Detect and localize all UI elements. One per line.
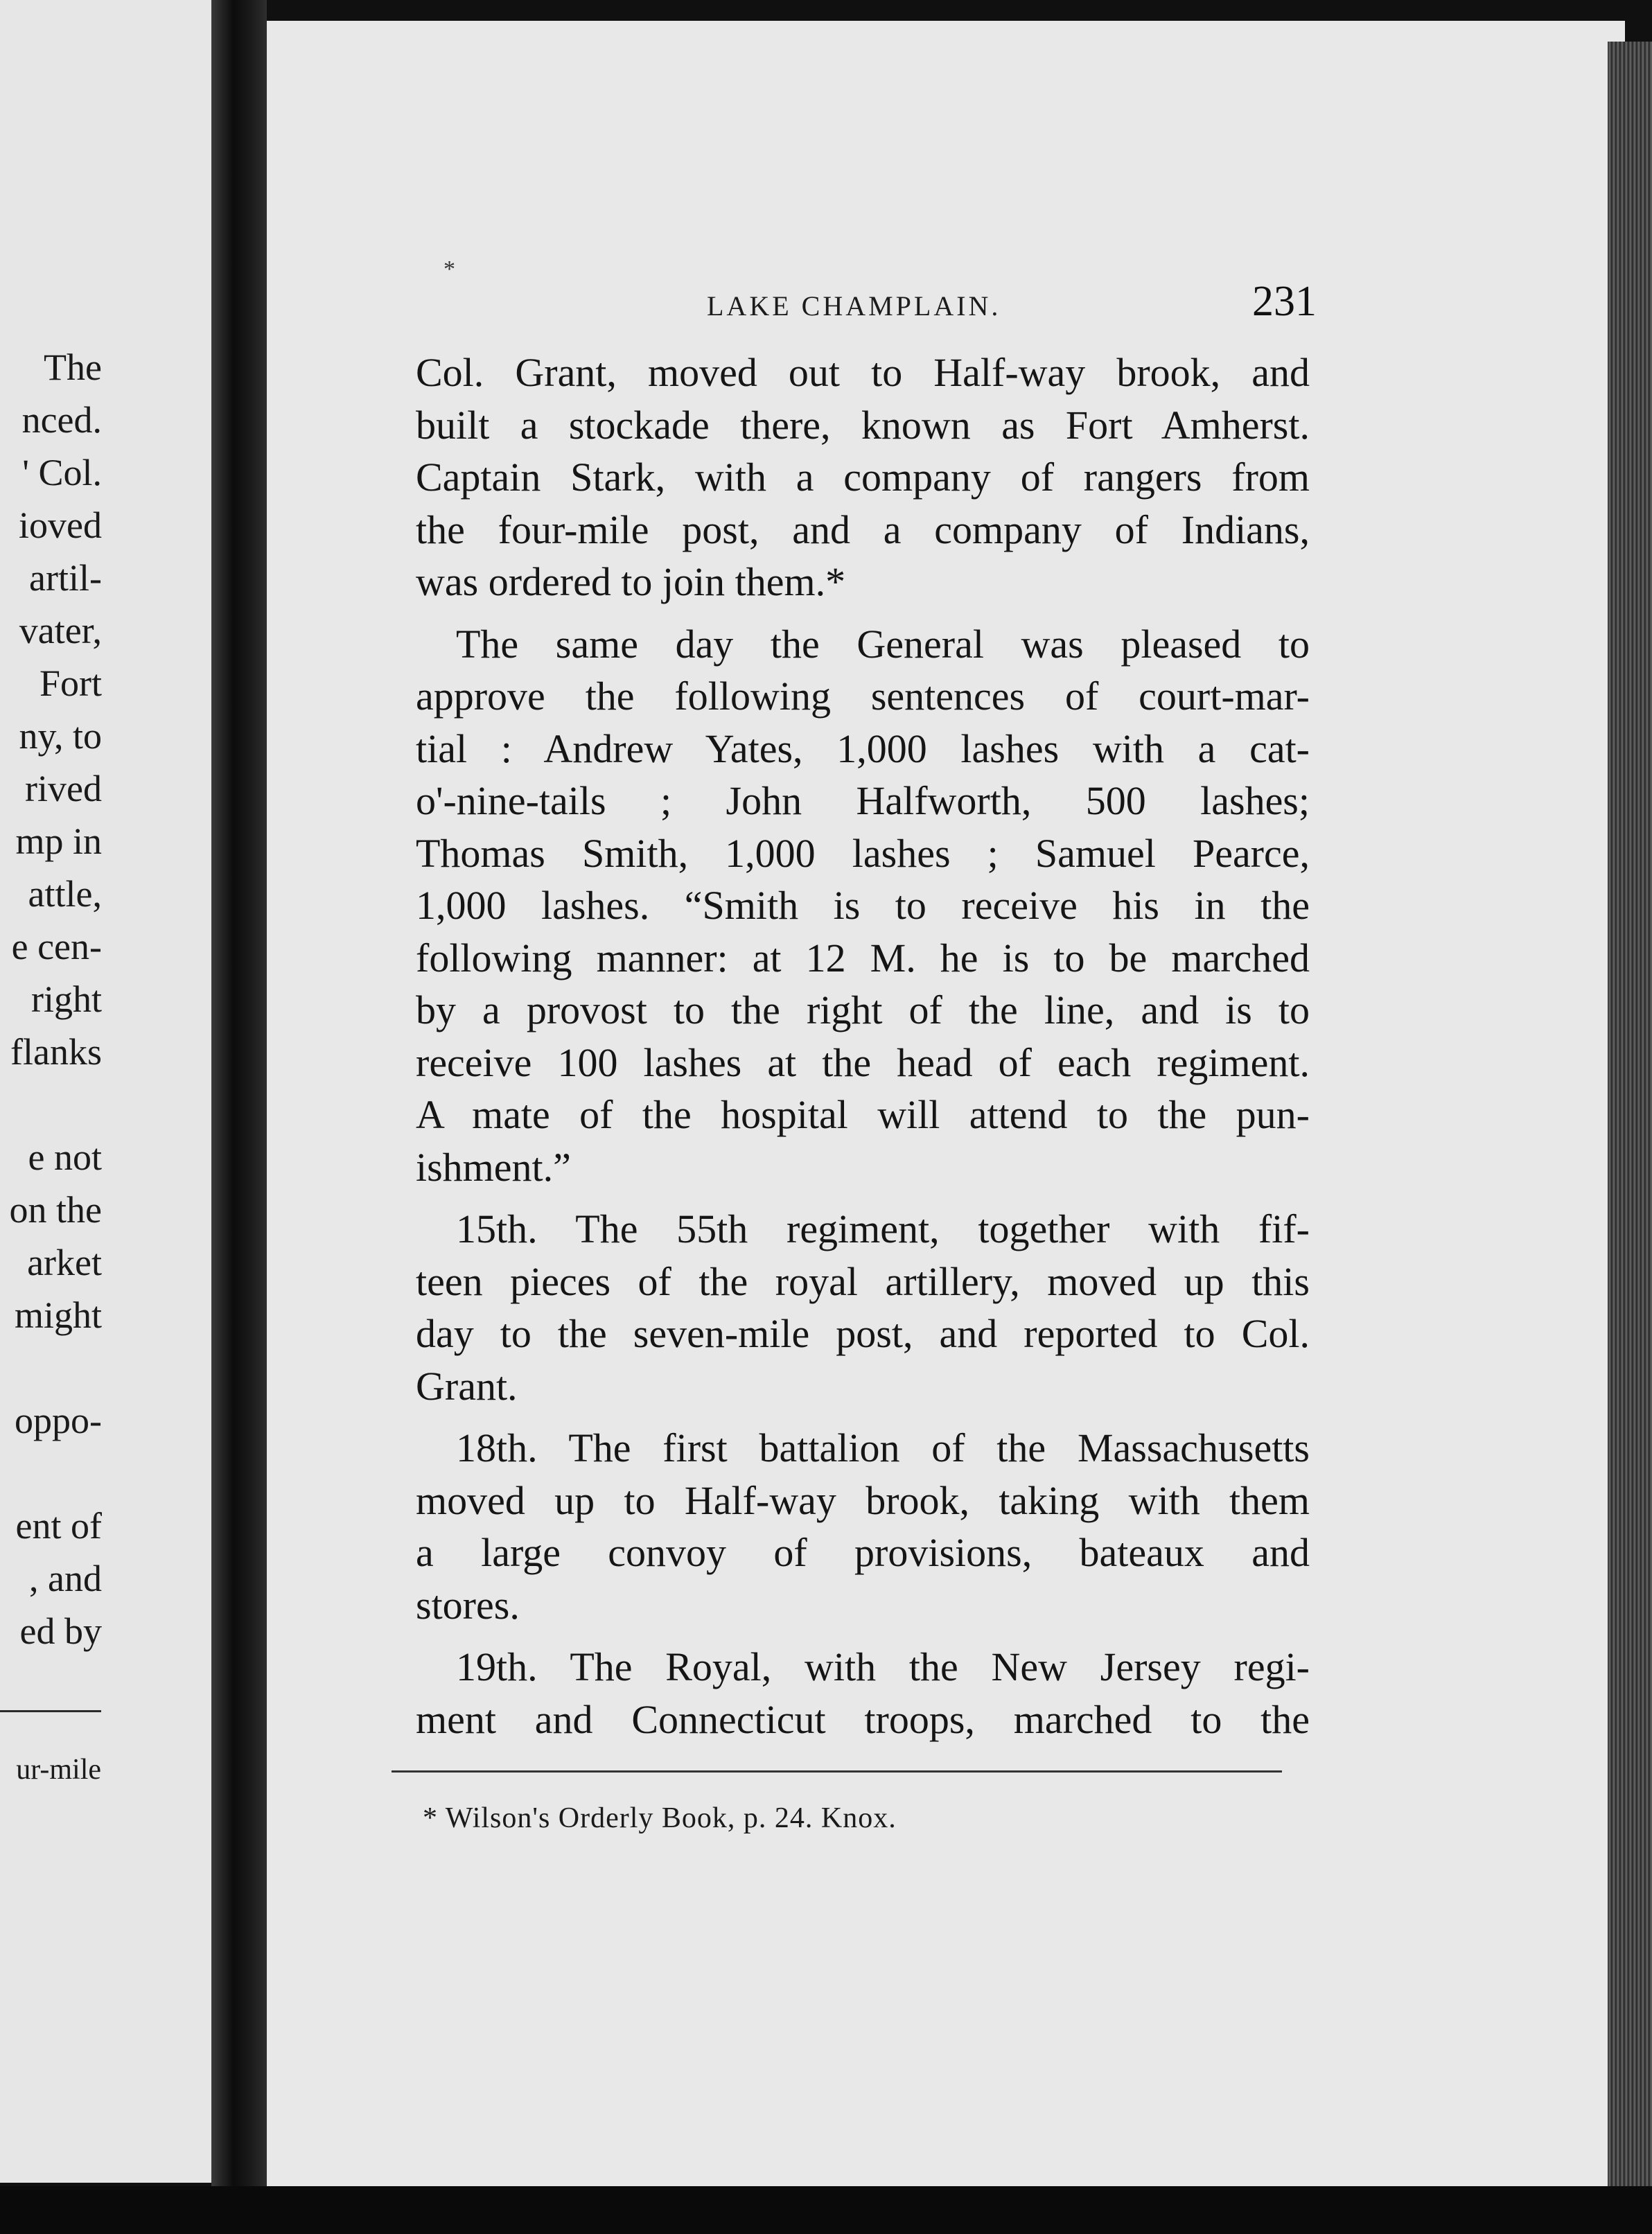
left-page-line: might [14, 1294, 102, 1336]
paragraph [416, 346, 1310, 608]
text-line: a large convoy of provisions, bateaux and [416, 1530, 1310, 1575]
text-line: teen pieces of the royal artillery, moved up this [416, 1258, 1310, 1304]
text-line: approve the following sentences of court-mar- [416, 674, 1310, 719]
text-line: Col. Grant, moved out to Half-way brook, and [416, 350, 1310, 395]
left-page-line: arket [27, 1242, 102, 1283]
body-text [416, 346, 1310, 1745]
text-line: 19th. The Royal, with the New Jersey regi- [456, 1644, 1310, 1689]
paragraph [416, 1422, 1310, 1631]
paragraph [416, 1641, 1310, 1745]
paragraph-gap [416, 1193, 1310, 1203]
left-page-line: ent of [15, 1505, 102, 1547]
text-line: by a provost to the right of the line, and is to [416, 987, 1310, 1032]
text-line: receive 100 lashes at the head of each regiment. [416, 1039, 1310, 1085]
paragraph-gap [416, 1412, 1310, 1422]
left-page-line: attle, [28, 873, 102, 915]
running-head: LAKE CHAMPLAIN. [707, 290, 1001, 322]
text-line: 15th. The 55th regiment, together with fif- [456, 1206, 1310, 1251]
text-line: was ordered to join them.* [416, 559, 846, 604]
page-number: 231 [1252, 278, 1317, 325]
footnote-rule [392, 1770, 1282, 1773]
left-page-line: oppo- [15, 1400, 102, 1441]
text-line: ment and Connecticut troops, marched to the [416, 1696, 1310, 1742]
paragraph [416, 1203, 1310, 1412]
left-page-line: ny, to [19, 715, 102, 757]
left-page-line: e not [28, 1136, 102, 1178]
paragraph [416, 618, 1310, 1194]
text-line: ishment.” [416, 1144, 571, 1190]
printer-mark: * [443, 256, 455, 282]
left-page-line: ioved [19, 504, 102, 546]
left-page-line: rived [25, 768, 102, 809]
text-line: The same day the General was pleased to [456, 621, 1310, 667]
left-page-line: ' Col. [22, 452, 102, 493]
text-line: moved up to Half-way brook, taking with them [416, 1477, 1310, 1523]
left-page-line: on the [9, 1189, 102, 1231]
left-page-line: right [31, 978, 102, 1020]
left-page-line: nced. [21, 399, 102, 441]
paragraph-gap [416, 608, 1310, 618]
text-line: tial : Andrew Yates, 1,000 lashes with a cat- [416, 725, 1310, 771]
paragraph-gap [416, 1631, 1310, 1641]
text-line: 18th. The first battalion of the Massachusetts [456, 1425, 1310, 1470]
left-page-line: vater, [19, 610, 102, 651]
text-line: Grant. [416, 1363, 518, 1409]
text-line: following manner: at 12 M. he is to be marched [416, 935, 1310, 980]
footnote: * Wilson's Orderly Book, p. 24. Knox. [423, 1802, 897, 1834]
left-page-line: artil- [29, 557, 102, 599]
left-page-line: flanks [10, 1031, 102, 1073]
text-line: Thomas Smith, 1,000 lashes ; Samuel Pearce, [416, 830, 1310, 876]
left-page-fragment [0, 0, 211, 2183]
text-line: o'-nine-tails ; John Halfworth, 500 lashes; [416, 778, 1310, 823]
text-line: the four-mile post, and a company of Indians, [416, 507, 1310, 552]
left-page-line: e cen- [11, 926, 102, 967]
page-header [707, 277, 1317, 333]
left-page-line: The [44, 346, 102, 388]
page-edges [1608, 42, 1652, 2204]
text-line: built a stockade there, known as Fort Amherst. [416, 402, 1310, 448]
book-gutter [211, 0, 267, 2234]
scan-bottom-edge [0, 2186, 1652, 2234]
text-line: A mate of the hospital will attend to the pun- [416, 1092, 1310, 1137]
text-line: Captain Stark, with a company of rangers from [416, 455, 1310, 500]
text-line: 1,000 lashes. “Smith is to receive his in the [416, 883, 1310, 928]
left-page-line: Fort [39, 662, 102, 704]
left-page-line: , and [29, 1558, 102, 1599]
left-footnote-fragment: ur-mile [16, 1754, 101, 1786]
left-footnote-rule [0, 1710, 101, 1712]
text-line: day to the seven-mile post, and reported to Col. [416, 1311, 1310, 1356]
left-page-line: ed by [19, 1610, 102, 1652]
left-page-line: mp in [15, 820, 102, 862]
text-line: stores. [416, 1582, 520, 1628]
